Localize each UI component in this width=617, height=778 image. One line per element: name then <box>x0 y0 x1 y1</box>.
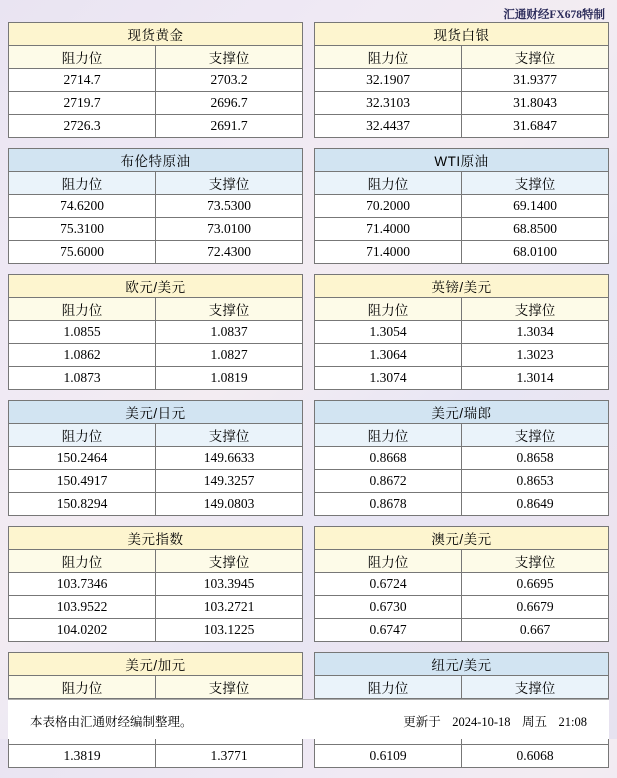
table-row <box>9 92 303 115</box>
table-row <box>315 470 609 493</box>
table-row <box>315 344 609 367</box>
column-header-support: 支撑位 <box>462 46 609 69</box>
resistance-value: 32.1907 <box>315 69 462 92</box>
column-header-support: 支撑位 <box>462 172 609 195</box>
support-value: 2691.7 <box>156 115 303 138</box>
support-value: 0.6068 <box>462 745 609 768</box>
table-row <box>9 115 303 138</box>
resistance-value: 32.3103 <box>315 92 462 115</box>
support-value: 31.6847 <box>462 115 609 138</box>
resistance-value: 2714.7 <box>9 69 156 92</box>
table-row <box>315 321 609 344</box>
support-value: 72.4300 <box>156 241 303 264</box>
block-title: 欧元/美元 <box>9 275 303 298</box>
support-value: 2696.7 <box>156 92 303 115</box>
resistance-value: 1.0862 <box>9 344 156 367</box>
resistance-value: 1.3064 <box>315 344 462 367</box>
column-header-resistance: 阻力位 <box>315 46 462 69</box>
column-header-support: 支撑位 <box>156 46 303 69</box>
table-row <box>9 321 303 344</box>
quote-block <box>314 400 609 516</box>
resistance-value: 0.8668 <box>315 447 462 470</box>
quote-block <box>8 148 303 264</box>
support-value: 73.0100 <box>156 218 303 241</box>
table-row <box>9 241 303 264</box>
table-row <box>315 745 609 768</box>
support-value: 0.6695 <box>462 573 609 596</box>
block-title: 现货白银 <box>315 23 609 46</box>
table-row <box>315 573 609 596</box>
tables-grid <box>8 22 609 778</box>
column-header-support: 支撑位 <box>156 172 303 195</box>
support-value: 1.3034 <box>462 321 609 344</box>
support-value: 2703.2 <box>156 69 303 92</box>
column-header-support: 支撑位 <box>462 550 609 573</box>
quote-block <box>8 274 303 390</box>
support-value: 31.9377 <box>462 69 609 92</box>
resistance-value: 150.4917 <box>9 470 156 493</box>
block-title: WTI原油 <box>315 149 609 172</box>
support-value: 73.5300 <box>156 195 303 218</box>
resistance-value: 0.6724 <box>315 573 462 596</box>
column-header-resistance: 阻力位 <box>315 172 462 195</box>
column-header-support: 支撑位 <box>156 676 303 699</box>
block-title: 布伦特原油 <box>9 149 303 172</box>
resistance-value: 1.3054 <box>315 321 462 344</box>
resistance-value: 1.3074 <box>315 367 462 390</box>
table-row <box>315 241 609 264</box>
block-title: 纽元/美元 <box>315 653 609 676</box>
table-row <box>9 596 303 619</box>
quote-block <box>8 22 303 138</box>
resistance-value: 150.8294 <box>9 493 156 516</box>
update-time: 21:08 <box>558 715 587 729</box>
column-header-resistance: 阻力位 <box>9 298 156 321</box>
table-row <box>315 69 609 92</box>
column-header-resistance: 阻力位 <box>315 424 462 447</box>
table-row <box>315 596 609 619</box>
resistance-value: 1.0873 <box>9 367 156 390</box>
table-row <box>315 447 609 470</box>
quote-block <box>8 400 303 516</box>
resistance-value: 103.9522 <box>9 596 156 619</box>
resistance-value: 1.3819 <box>9 745 156 768</box>
support-value: 0.6679 <box>462 596 609 619</box>
watermark-label: 汇通财经FX678特制 <box>503 9 605 21</box>
column-header-resistance: 阻力位 <box>315 676 462 699</box>
resistance-value: 75.6000 <box>9 241 156 264</box>
column-header-support: 支撑位 <box>462 424 609 447</box>
resistance-value: 0.6747 <box>315 619 462 642</box>
resistance-value: 70.2000 <box>315 195 462 218</box>
table-row <box>315 115 609 138</box>
resistance-value: 71.4000 <box>315 241 462 264</box>
resistance-value: 150.2464 <box>9 447 156 470</box>
support-value: 0.8653 <box>462 470 609 493</box>
resistance-value: 2726.3 <box>9 115 156 138</box>
table-row <box>9 493 303 516</box>
support-value: 149.6633 <box>156 447 303 470</box>
resistance-value: 0.8678 <box>315 493 462 516</box>
block-title: 澳元/美元 <box>315 527 609 550</box>
column-header-support: 支撑位 <box>156 424 303 447</box>
column-header-support: 支撑位 <box>462 676 609 699</box>
support-value: 68.8500 <box>462 218 609 241</box>
column-header-resistance: 阻力位 <box>9 172 156 195</box>
support-value: 103.3945 <box>156 573 303 596</box>
support-value: 103.2721 <box>156 596 303 619</box>
block-title: 英镑/美元 <box>315 275 609 298</box>
resistance-value: 75.3100 <box>9 218 156 241</box>
footer-update <box>403 712 587 730</box>
quote-block <box>8 526 303 642</box>
block-title: 现货黄金 <box>9 23 303 46</box>
update-date: 2024-10-18 <box>452 715 511 729</box>
block-title: 美元/加元 <box>9 653 303 676</box>
table-row <box>315 619 609 642</box>
support-value: 103.1225 <box>156 619 303 642</box>
support-value: 1.0827 <box>156 344 303 367</box>
quote-block <box>314 22 609 138</box>
support-value: 1.3023 <box>462 344 609 367</box>
column-header-resistance: 阻力位 <box>9 46 156 69</box>
block-title: 美元/日元 <box>9 401 303 424</box>
support-value: 1.3771 <box>156 745 303 768</box>
block-title: 美元指数 <box>9 527 303 550</box>
resistance-value: 0.6109 <box>315 745 462 768</box>
resistance-value: 71.4000 <box>315 218 462 241</box>
column-header-resistance: 阻力位 <box>9 550 156 573</box>
support-value: 1.0837 <box>156 321 303 344</box>
resistance-value: 103.7346 <box>9 573 156 596</box>
resistance-value: 0.6730 <box>315 596 462 619</box>
resistance-value: 1.0855 <box>9 321 156 344</box>
support-value: 68.0100 <box>462 241 609 264</box>
table-row <box>9 745 303 768</box>
quote-block <box>314 274 609 390</box>
table-row <box>9 69 303 92</box>
resistance-value: 32.4437 <box>315 115 462 138</box>
column-header-resistance: 阻力位 <box>9 424 156 447</box>
table-row <box>315 195 609 218</box>
column-header-support: 支撑位 <box>156 298 303 321</box>
update-weekday: 周五 <box>522 715 548 729</box>
table-row <box>9 619 303 642</box>
support-value: 149.3257 <box>156 470 303 493</box>
resistance-value: 74.6200 <box>9 195 156 218</box>
table-row <box>9 447 303 470</box>
support-value: 0.8649 <box>462 493 609 516</box>
column-header-resistance: 阻力位 <box>9 676 156 699</box>
quote-block <box>314 526 609 642</box>
table-row <box>9 367 303 390</box>
block-title: 美元/瑞郎 <box>315 401 609 424</box>
footer-bar <box>8 699 609 739</box>
column-header-support: 支撑位 <box>156 550 303 573</box>
column-header-support: 支撑位 <box>462 298 609 321</box>
resistance-value: 0.8672 <box>315 470 462 493</box>
table-row <box>315 218 609 241</box>
support-value: 149.0803 <box>156 493 303 516</box>
table-row <box>315 493 609 516</box>
support-value: 0.667 <box>462 619 609 642</box>
table-row <box>9 573 303 596</box>
support-value: 69.1400 <box>462 195 609 218</box>
table-row <box>315 92 609 115</box>
resistance-value: 2719.7 <box>9 92 156 115</box>
table-row <box>9 344 303 367</box>
footer-note: 本表格由汇通财经编制整理。 <box>30 715 193 729</box>
right-column <box>314 22 609 778</box>
support-value: 1.0819 <box>156 367 303 390</box>
column-header-resistance: 阻力位 <box>315 298 462 321</box>
update-label: 更新于 <box>403 715 441 729</box>
table-row <box>9 470 303 493</box>
table-row <box>315 367 609 390</box>
table-row <box>9 218 303 241</box>
support-value: 0.8658 <box>462 447 609 470</box>
column-header-resistance: 阻力位 <box>315 550 462 573</box>
support-value: 31.8043 <box>462 92 609 115</box>
resistance-value: 104.0202 <box>9 619 156 642</box>
support-value: 1.3014 <box>462 367 609 390</box>
table-row <box>9 195 303 218</box>
left-column <box>8 22 303 778</box>
quote-block <box>314 148 609 264</box>
